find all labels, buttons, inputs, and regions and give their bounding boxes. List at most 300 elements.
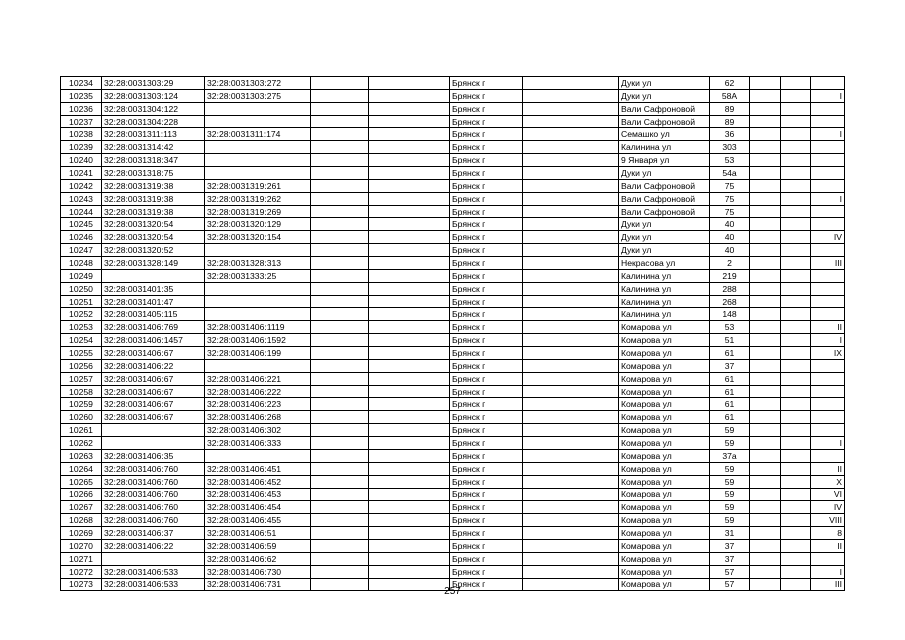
table-row — [61, 154, 845, 167]
cell-col-11 — [781, 269, 811, 282]
cell-record-number: 10264 — [61, 462, 102, 475]
cell-city: Брянск г — [450, 475, 523, 488]
cell-street: Комарова ул — [619, 488, 710, 501]
cell-city: Брянск г — [450, 308, 523, 321]
cell-premise-number: I — [811, 192, 845, 205]
cell-col-4 — [311, 347, 369, 360]
cell-object-cadastral-number: 32:28:0031406:452 — [205, 475, 311, 488]
cell-record-number: 10254 — [61, 334, 102, 347]
table-row — [61, 77, 845, 90]
cell-object-cadastral-number — [205, 154, 311, 167]
cell-city: Брянск г — [450, 141, 523, 154]
cell-col-10 — [750, 308, 781, 321]
cell-record-number: 10261 — [61, 424, 102, 437]
cell-col-7 — [523, 565, 619, 578]
cell-house-number: 59 — [710, 437, 750, 450]
cell-object-cadastral-number: 32:28:0031406:221 — [205, 372, 311, 385]
cell-object-cadastral-number — [205, 282, 311, 295]
cell-premise-number — [811, 449, 845, 462]
cell-col-11 — [781, 167, 811, 180]
cell-premise-number — [811, 218, 845, 231]
table-row — [61, 115, 845, 128]
cell-record-number: 10265 — [61, 475, 102, 488]
cell-col-4 — [311, 141, 369, 154]
cell-premise-number: I — [811, 437, 845, 450]
table-row — [61, 372, 845, 385]
cell-street: Вали Сафроновой — [619, 102, 710, 115]
cell-record-number: 10259 — [61, 398, 102, 411]
cell-col-10 — [750, 205, 781, 218]
cell-cadastral-number: 32:28:0031304:122 — [102, 102, 205, 115]
cell-city: Брянск г — [450, 128, 523, 141]
cell-col-5 — [369, 295, 450, 308]
cell-cadastral-number: 32:28:0031406:760 — [102, 501, 205, 514]
cell-street: Калинина ул — [619, 295, 710, 308]
cell-street: Комарова ул — [619, 552, 710, 565]
cell-col-7 — [523, 398, 619, 411]
cell-col-11 — [781, 205, 811, 218]
cell-col-11 — [781, 385, 811, 398]
cell-record-number: 10241 — [61, 167, 102, 180]
cell-object-cadastral-number: 32:28:0031406:199 — [205, 347, 311, 360]
cell-cadastral-number: 32:28:0031406:67 — [102, 347, 205, 360]
cell-house-number: 40 — [710, 244, 750, 257]
cell-house-number: 61 — [710, 398, 750, 411]
cell-city: Брянск г — [450, 295, 523, 308]
cell-record-number: 10257 — [61, 372, 102, 385]
cell-col-10 — [750, 462, 781, 475]
table-row — [61, 424, 845, 437]
cell-premise-number — [811, 154, 845, 167]
cell-city: Брянск г — [450, 154, 523, 167]
cell-col-7 — [523, 89, 619, 102]
cell-street: Семашко ул — [619, 128, 710, 141]
cell-house-number: 219 — [710, 269, 750, 282]
cell-col-5 — [369, 449, 450, 462]
cell-house-number: 61 — [710, 347, 750, 360]
cell-col-10 — [750, 398, 781, 411]
cell-col-7 — [523, 424, 619, 437]
cell-col-5 — [369, 347, 450, 360]
cell-cadastral-number — [102, 269, 205, 282]
cell-city: Брянск г — [450, 527, 523, 540]
cell-record-number: 10256 — [61, 359, 102, 372]
cell-city: Брянск г — [450, 359, 523, 372]
cell-col-7 — [523, 475, 619, 488]
cell-street: Вали Сафроновой — [619, 192, 710, 205]
table-row — [61, 192, 845, 205]
cell-col-4 — [311, 411, 369, 424]
cell-street: Комарова ул — [619, 514, 710, 527]
cell-premise-number: IV — [811, 501, 845, 514]
table-row — [61, 488, 845, 501]
cell-record-number: 10270 — [61, 539, 102, 552]
cell-col-5 — [369, 257, 450, 270]
cell-col-4 — [311, 475, 369, 488]
table-row — [61, 128, 845, 141]
cell-house-number: 37а — [710, 449, 750, 462]
cell-house-number: 40 — [710, 218, 750, 231]
table-row — [61, 179, 845, 192]
cell-cadastral-number — [102, 437, 205, 450]
table-row — [61, 539, 845, 552]
cell-premise-number: 8 — [811, 527, 845, 540]
cell-cadastral-number: 32:28:0031320:54 — [102, 231, 205, 244]
page-number: 257 — [444, 586, 461, 597]
cell-city: Брянск г — [450, 205, 523, 218]
cell-col-11 — [781, 321, 811, 334]
cell-cadastral-number: 32:28:0031314:42 — [102, 141, 205, 154]
cell-record-number: 10253 — [61, 321, 102, 334]
cell-record-number: 10260 — [61, 411, 102, 424]
cell-object-cadastral-number: 32:28:0031406:731 — [205, 578, 311, 591]
cell-house-number: 75 — [710, 205, 750, 218]
cell-city: Брянск г — [450, 437, 523, 450]
cell-col-5 — [369, 269, 450, 282]
cell-street: Комарова ул — [619, 321, 710, 334]
table-row — [61, 308, 845, 321]
cell-premise-number: I — [811, 128, 845, 141]
cell-record-number: 10250 — [61, 282, 102, 295]
cell-col-5 — [369, 167, 450, 180]
table-row — [61, 449, 845, 462]
cell-col-5 — [369, 411, 450, 424]
cell-street: Калинина ул — [619, 269, 710, 282]
cell-col-5 — [369, 359, 450, 372]
cell-cadastral-number: 32:28:0031328:149 — [102, 257, 205, 270]
table-row — [61, 282, 845, 295]
cell-street: Комарова ул — [619, 372, 710, 385]
cell-record-number: 10239 — [61, 141, 102, 154]
cell-city: Брянск г — [450, 244, 523, 257]
cell-col-7 — [523, 321, 619, 334]
cell-col-5 — [369, 282, 450, 295]
cell-city: Брянск г — [450, 179, 523, 192]
cell-col-5 — [369, 179, 450, 192]
cell-premise-number: II — [811, 539, 845, 552]
cell-city: Брянск г — [450, 565, 523, 578]
cell-premise-number: VIII — [811, 514, 845, 527]
cell-col-5 — [369, 514, 450, 527]
cell-house-number: 57 — [710, 578, 750, 591]
cell-house-number: 59 — [710, 462, 750, 475]
cell-premise-number — [811, 308, 845, 321]
cell-street: Комарова ул — [619, 424, 710, 437]
cell-object-cadastral-number: 32:28:0031406:222 — [205, 385, 311, 398]
cell-col-4 — [311, 514, 369, 527]
cell-premise-number — [811, 179, 845, 192]
cell-house-number: 37 — [710, 539, 750, 552]
table-row — [61, 269, 845, 282]
cell-cadastral-number: 32:28:0031406:760 — [102, 462, 205, 475]
cell-city: Брянск г — [450, 77, 523, 90]
cell-city: Брянск г — [450, 514, 523, 527]
cell-record-number: 10255 — [61, 347, 102, 360]
cell-col-10 — [750, 154, 781, 167]
cell-cadastral-number: 32:28:0031320:54 — [102, 218, 205, 231]
cell-street: Комарова ул — [619, 527, 710, 540]
table-row — [61, 244, 845, 257]
cell-object-cadastral-number: 32:28:0031406:223 — [205, 398, 311, 411]
cell-col-10 — [750, 231, 781, 244]
cell-col-10 — [750, 192, 781, 205]
cell-premise-number — [811, 115, 845, 128]
cell-house-number: 58А — [710, 89, 750, 102]
cell-record-number: 10244 — [61, 205, 102, 218]
cell-col-7 — [523, 527, 619, 540]
cell-city: Брянск г — [450, 398, 523, 411]
cell-premise-number: II — [811, 321, 845, 334]
cell-cadastral-number: 32:28:0031303:29 — [102, 77, 205, 90]
cell-col-7 — [523, 347, 619, 360]
cell-record-number: 10243 — [61, 192, 102, 205]
cell-col-10 — [750, 244, 781, 257]
cell-object-cadastral-number: 32:28:0031320:154 — [205, 231, 311, 244]
cell-col-10 — [750, 167, 781, 180]
cell-cadastral-number: 32:28:0031311:113 — [102, 128, 205, 141]
cell-object-cadastral-number: 32:28:0031320:129 — [205, 218, 311, 231]
cell-col-10 — [750, 475, 781, 488]
cell-col-4 — [311, 462, 369, 475]
table-row — [61, 205, 845, 218]
cell-col-7 — [523, 295, 619, 308]
cell-col-11 — [781, 308, 811, 321]
cell-col-4 — [311, 449, 369, 462]
cell-cadastral-number: 32:28:0031406:67 — [102, 372, 205, 385]
cell-col-10 — [750, 488, 781, 501]
cell-street: Вали Сафроновой — [619, 205, 710, 218]
cell-object-cadastral-number — [205, 115, 311, 128]
cell-col-5 — [369, 488, 450, 501]
cell-record-number: 10242 — [61, 179, 102, 192]
table-row — [61, 411, 845, 424]
cell-col-7 — [523, 128, 619, 141]
cell-col-5 — [369, 385, 450, 398]
cell-record-number: 10258 — [61, 385, 102, 398]
cell-col-11 — [781, 128, 811, 141]
cell-cadastral-number: 32:28:0031406:22 — [102, 539, 205, 552]
cell-city: Брянск г — [450, 115, 523, 128]
cell-object-cadastral-number: 32:28:0031319:269 — [205, 205, 311, 218]
cell-city: Брянск г — [450, 347, 523, 360]
cell-col-4 — [311, 167, 369, 180]
cell-street: Дуки ул — [619, 77, 710, 90]
cell-col-7 — [523, 539, 619, 552]
cell-col-4 — [311, 115, 369, 128]
cell-record-number: 10247 — [61, 244, 102, 257]
cell-col-11 — [781, 231, 811, 244]
cell-col-11 — [781, 154, 811, 167]
cell-premise-number — [811, 398, 845, 411]
cell-premise-number — [811, 385, 845, 398]
cell-col-4 — [311, 539, 369, 552]
cell-col-10 — [750, 321, 781, 334]
cell-record-number: 10236 — [61, 102, 102, 115]
cell-cadastral-number: 32:28:0031406:35 — [102, 449, 205, 462]
cell-col-7 — [523, 179, 619, 192]
table-row — [61, 385, 845, 398]
cell-col-5 — [369, 102, 450, 115]
cell-object-cadastral-number: 32:28:0031319:261 — [205, 179, 311, 192]
cell-street: Комарова ул — [619, 475, 710, 488]
cell-cadastral-number: 32:28:0031406:533 — [102, 565, 205, 578]
cell-house-number: 51 — [710, 334, 750, 347]
cell-col-11 — [781, 462, 811, 475]
cell-col-11 — [781, 565, 811, 578]
cell-col-11 — [781, 282, 811, 295]
cell-col-4 — [311, 334, 369, 347]
cell-object-cadastral-number: 32:28:0031406:51 — [205, 527, 311, 540]
table-row — [61, 295, 845, 308]
cell-col-11 — [781, 488, 811, 501]
cell-house-number: 2 — [710, 257, 750, 270]
cell-house-number: 59 — [710, 475, 750, 488]
cell-house-number: 61 — [710, 411, 750, 424]
cell-cadastral-number: 32:28:0031406:533 — [102, 578, 205, 591]
table-row — [61, 437, 845, 450]
table-row — [61, 257, 845, 270]
cell-col-11 — [781, 334, 811, 347]
cell-col-11 — [781, 295, 811, 308]
cell-col-7 — [523, 77, 619, 90]
cell-cadastral-number: 32:28:0031401:47 — [102, 295, 205, 308]
cell-cadastral-number: 32:28:0031318:75 — [102, 167, 205, 180]
cell-cadastral-number: 32:28:0031406:67 — [102, 398, 205, 411]
table-row — [61, 501, 845, 514]
cell-object-cadastral-number: 32:28:0031406:1592 — [205, 334, 311, 347]
cell-col-10 — [750, 102, 781, 115]
cell-premise-number — [811, 411, 845, 424]
cell-premise-number: VI — [811, 488, 845, 501]
cell-col-11 — [781, 372, 811, 385]
cell-col-5 — [369, 244, 450, 257]
cell-object-cadastral-number: 32:28:0031333:25 — [205, 269, 311, 282]
cell-cadastral-number: 32:28:0031406:760 — [102, 488, 205, 501]
cell-col-5 — [369, 89, 450, 102]
cell-city: Брянск г — [450, 578, 523, 591]
cell-street: Комарова ул — [619, 501, 710, 514]
cell-col-5 — [369, 462, 450, 475]
cell-col-7 — [523, 154, 619, 167]
cell-object-cadastral-number — [205, 449, 311, 462]
cell-col-10 — [750, 437, 781, 450]
table-row — [61, 231, 845, 244]
cell-house-number: 36 — [710, 128, 750, 141]
cell-col-10 — [750, 411, 781, 424]
cell-premise-number: I — [811, 89, 845, 102]
cell-city: Брянск г — [450, 449, 523, 462]
cell-cadastral-number: 32:28:0031406:760 — [102, 475, 205, 488]
cell-col-5 — [369, 308, 450, 321]
cell-col-11 — [781, 192, 811, 205]
cell-col-11 — [781, 527, 811, 540]
cell-col-7 — [523, 411, 619, 424]
table-row — [61, 347, 845, 360]
cell-cadastral-number: 32:28:0031406:67 — [102, 385, 205, 398]
cell-col-10 — [750, 501, 781, 514]
cell-object-cadastral-number: 32:28:0031406:302 — [205, 424, 311, 437]
cell-col-10 — [750, 372, 781, 385]
cell-premise-number — [811, 167, 845, 180]
table-row — [61, 334, 845, 347]
cell-city: Брянск г — [450, 552, 523, 565]
cell-col-10 — [750, 179, 781, 192]
cell-premise-number — [811, 77, 845, 90]
cell-col-11 — [781, 539, 811, 552]
cell-col-11 — [781, 89, 811, 102]
table-row — [61, 475, 845, 488]
cell-col-11 — [781, 501, 811, 514]
cell-cadastral-number: 32:28:0031406:760 — [102, 514, 205, 527]
cell-col-4 — [311, 552, 369, 565]
cell-record-number: 10267 — [61, 501, 102, 514]
cell-object-cadastral-number: 32:28:0031406:1119 — [205, 321, 311, 334]
cell-col-4 — [311, 359, 369, 372]
cell-col-7 — [523, 552, 619, 565]
cell-premise-number: IX — [811, 347, 845, 360]
cell-premise-number: I — [811, 334, 845, 347]
cell-col-4 — [311, 308, 369, 321]
cell-col-11 — [781, 552, 811, 565]
cell-city: Брянск г — [450, 385, 523, 398]
cell-col-7 — [523, 218, 619, 231]
cell-premise-number — [811, 269, 845, 282]
cell-col-4 — [311, 89, 369, 102]
cell-cadastral-number: 32:28:0031303:124 — [102, 89, 205, 102]
cell-col-5 — [369, 218, 450, 231]
cell-col-5 — [369, 565, 450, 578]
cell-object-cadastral-number — [205, 102, 311, 115]
table-row — [61, 102, 845, 115]
table-row — [61, 462, 845, 475]
cell-object-cadastral-number — [205, 308, 311, 321]
cell-object-cadastral-number — [205, 295, 311, 308]
cell-premise-number — [811, 552, 845, 565]
table-row — [61, 527, 845, 540]
cell-col-4 — [311, 282, 369, 295]
cell-col-10 — [750, 115, 781, 128]
cell-city: Брянск г — [450, 411, 523, 424]
cell-house-number: 268 — [710, 295, 750, 308]
cell-city: Брянск г — [450, 539, 523, 552]
cell-col-5 — [369, 398, 450, 411]
cell-col-7 — [523, 308, 619, 321]
cell-col-11 — [781, 359, 811, 372]
cell-col-7 — [523, 372, 619, 385]
cell-col-5 — [369, 115, 450, 128]
cell-col-5 — [369, 154, 450, 167]
cell-street: Комарова ул — [619, 334, 710, 347]
cell-cadastral-number — [102, 552, 205, 565]
cell-col-11 — [781, 424, 811, 437]
cell-street: Комарова ул — [619, 385, 710, 398]
cell-street: Комарова ул — [619, 359, 710, 372]
register-body — [61, 77, 845, 591]
cell-house-number: 54а — [710, 167, 750, 180]
cell-col-7 — [523, 501, 619, 514]
cell-col-4 — [311, 244, 369, 257]
cell-col-10 — [750, 527, 781, 540]
cell-col-4 — [311, 231, 369, 244]
cell-col-11 — [781, 347, 811, 360]
cell-col-5 — [369, 424, 450, 437]
cell-street: Дуки ул — [619, 218, 710, 231]
cell-col-11 — [781, 115, 811, 128]
cell-street: Комарова ул — [619, 462, 710, 475]
cell-city: Брянск г — [450, 257, 523, 270]
cell-street: Комарова ул — [619, 449, 710, 462]
cell-house-number: 89 — [710, 115, 750, 128]
